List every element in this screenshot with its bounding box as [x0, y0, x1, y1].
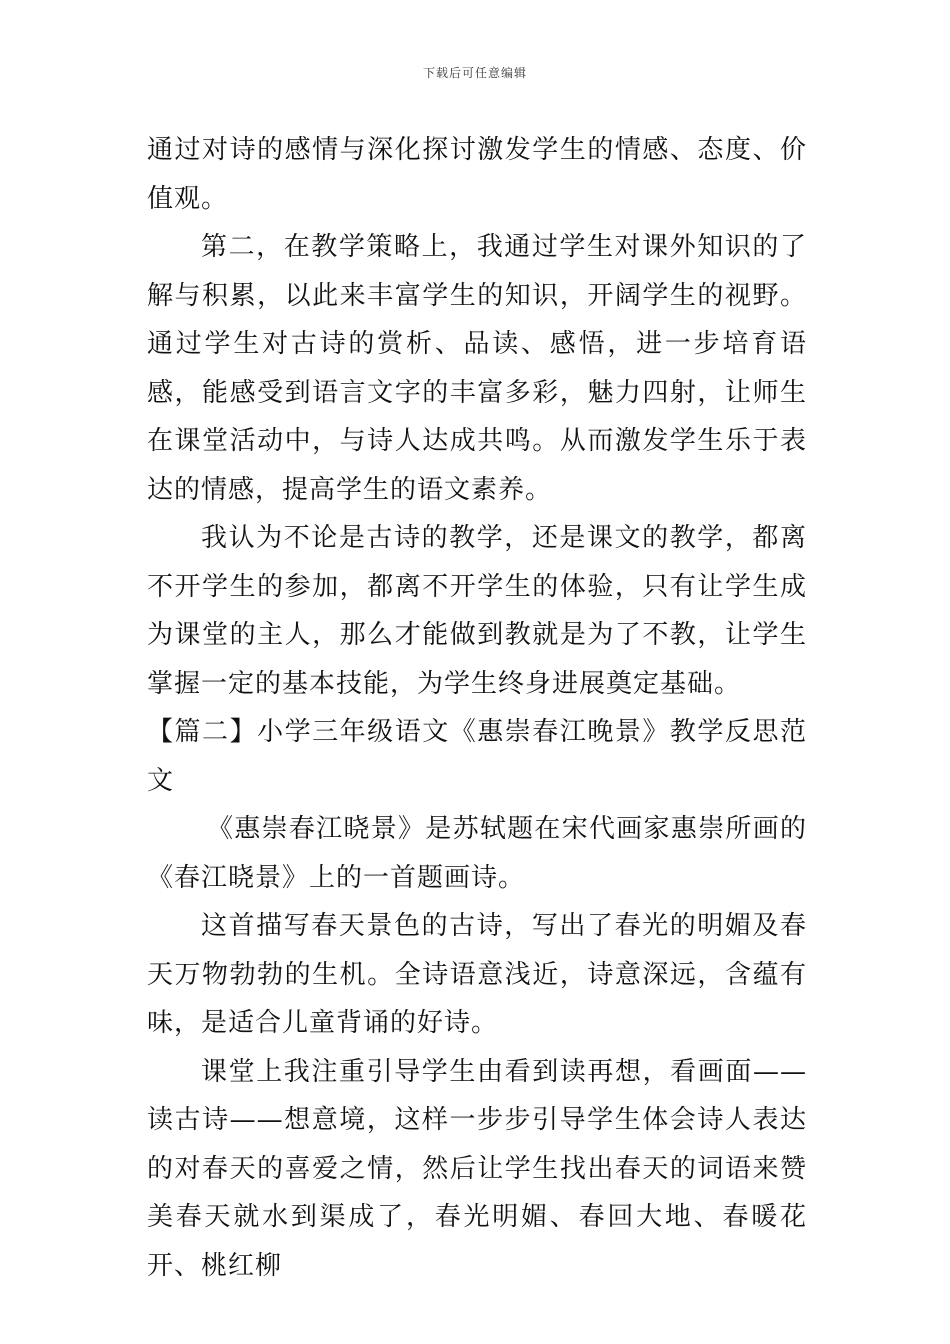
paragraph-4: 《惠崇春江晓景》是苏轼题在宋代画家惠崇所画的《春江晓景》上的一首题画诗。: [147, 814, 807, 893]
paragraph-6: 课堂上我注重引导学生由看到读再想，看画面——读古诗——想意境，这样一步步引导学生体会诗人表达的对春天的喜爱之情，然后让学生找出春天的词语来赞美春天就水到渠成了，春光明媚、春回大地、春暖花开、桃红柳: [147, 1056, 807, 1281]
page-header: 下载后可任意编辑: [422, 66, 527, 80]
paragraph-1: 通过对诗的感情与深化探讨激发学生的情感、态度、价值观。: [147, 135, 807, 214]
document-body: [147, 126, 807, 1290]
paragraph-2: 第二，在教学策略上，我通过学生对课外知识的了解与积累，以此来丰富学生的知识，开阔学生的视野。通过学生对古诗的赏析、品读、感悟，进一步培育语感，能感受到语言文字的丰富多彩，魅力四射，让师生在课堂活动中，与诗人达成共鸣。从而激发学生乐于表达的情感，提高学生的语文素养。: [147, 232, 807, 505]
paragraph-3: 我认为不论是古诗的教学，还是课文的教学，都离不开学生的参加，都离不开学生的体验，只有让学生成为课堂的主人，那么才能做到教就是为了不教，让学生掌握一定的基本技能，为学生终身进展奠定基础。: [147, 523, 807, 699]
section-heading: 【篇二】小学三年级语文《惠崇春江晚景》教学反思范文: [147, 717, 807, 796]
paragraph-5: 这首描写春天景色的古诗，写出了春光的明媚及春天万物勃勃的生机。全诗语意浅近，诗意深远，含蕴有味，是适合儿童背诵的好诗。: [147, 911, 807, 1038]
